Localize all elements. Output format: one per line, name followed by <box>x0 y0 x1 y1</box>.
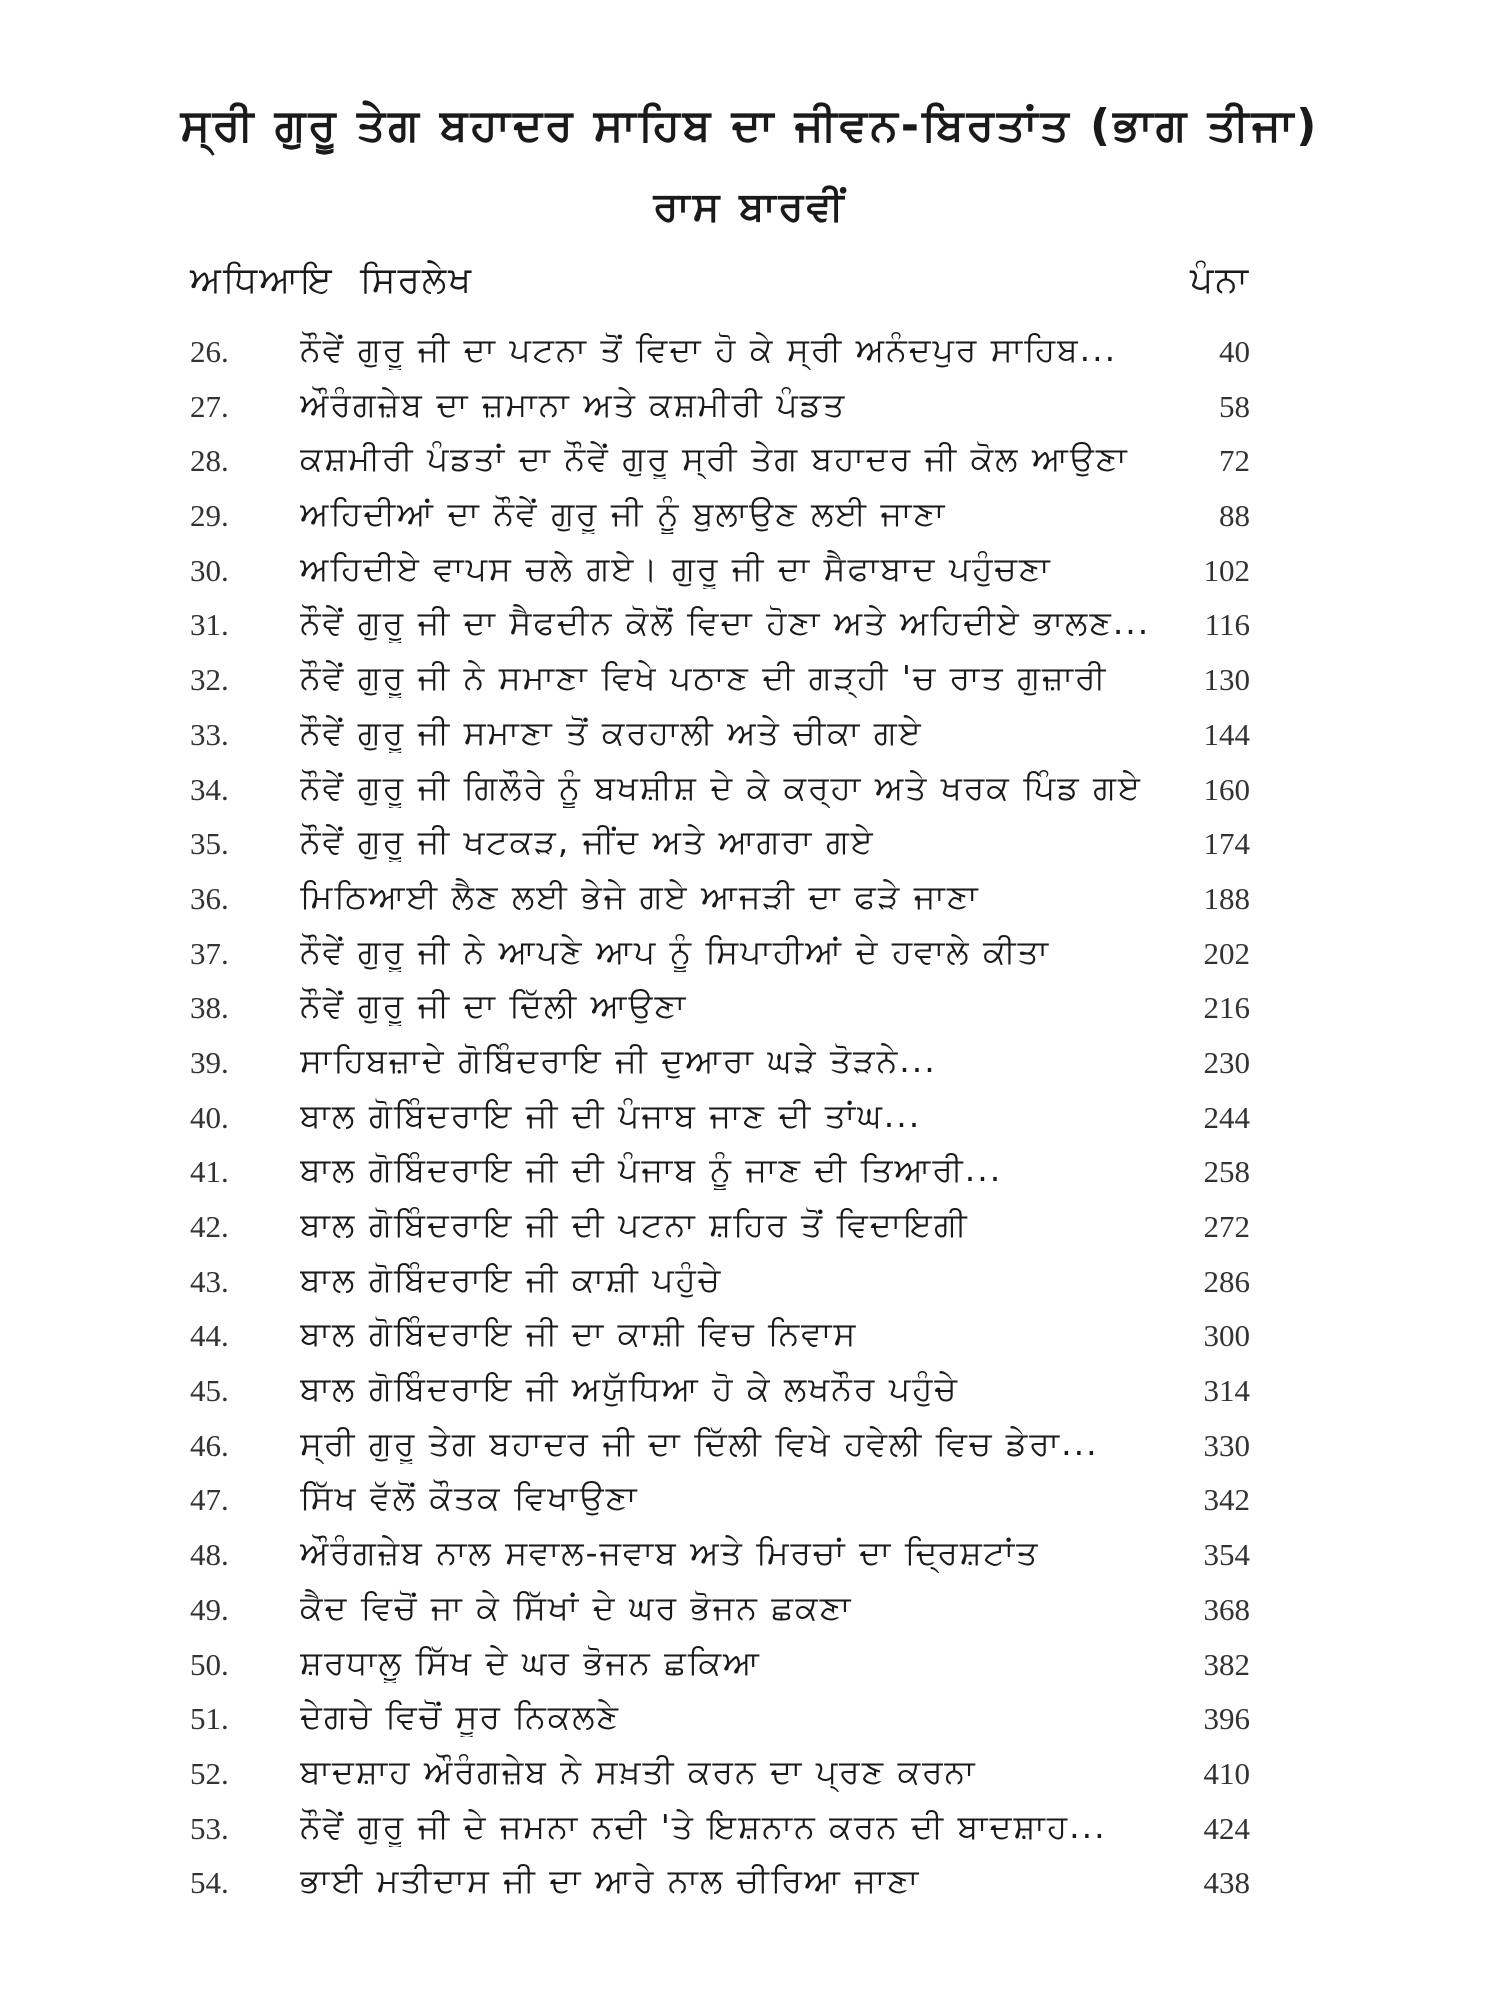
chapter-title: ਨੌਵੇਂ ਗੁਰੂ ਜੀ ਨੇ ਸਮਾਣਾ ਵਿਖੇ ਪਠਾਣ ਦੀ ਗੜ੍ਹੀ 'ਚ ਰਾਤ ਗੁਜ਼ਾਰੀ <box>300 658 1108 698</box>
column-header-chapter: ਅਧਿਆਇ <box>190 260 334 301</box>
chapter-title: ਸ਼ਰਧਾਲੂ ਸਿੱਖ ਦੇ ਘਰ ਭੋਜਨ ਛਕਿਆ <box>300 1642 761 1682</box>
page-number: 160 <box>1203 771 1250 807</box>
page-number: 354 <box>1203 1537 1250 1573</box>
chapter-title: ਬਾਦਸ਼ਾਹ ਔਰੰਗਜ਼ੇਬ ਨੇ ਸਖ਼ਤੀ ਕਰਨ ਦਾ ਪ੍ਰਣ ਕਰਨਾ <box>300 1751 977 1791</box>
page-number: 438 <box>1203 1865 1250 1901</box>
toc-row <box>0 1803 1500 1858</box>
toc-row <box>0 873 1500 928</box>
page-number: 382 <box>1203 1646 1250 1682</box>
chapter-title: ਬਾਲ ਗੋਬਿੰਦਰਾਇ ਜੀ ਦਾ ਕਾਸ਼ੀ ਵਿਚ ਨਿਵਾਸ <box>300 1314 858 1354</box>
chapter-title: ਕੈਦ ਵਿਚੋਂ ਜਾ ਕੇ ਸਿੱਖਾਂ ਦੇ ਘਰ ਭੋਜਨ ਛਕਣਾ <box>300 1587 853 1627</box>
column-header-title: ਸਿਰਲੇਖ <box>360 260 474 301</box>
chapter-number: 33. <box>190 716 229 752</box>
chapter-title: ਨੌਵੇਂ ਗੁਰੂ ਜੀ ਸਮਾਣਾ ਤੋਂ ਕਰਹਾਲੀ ਅਤੇ ਚੀਕਾ ਗਏ <box>300 712 923 752</box>
column-header-page: ਪੰਨਾ <box>1189 260 1250 301</box>
page-number: 216 <box>1203 990 1250 1026</box>
toc-row <box>0 381 1500 436</box>
toc-row <box>0 326 1500 381</box>
chapter-number: 52. <box>190 1755 229 1791</box>
chapter-number: 29. <box>190 498 229 534</box>
page-number: 396 <box>1203 1701 1250 1737</box>
page-number: 272 <box>1203 1209 1250 1244</box>
chapter-number: 41. <box>190 1154 229 1190</box>
toc-row <box>0 1639 1500 1694</box>
chapter-number: 39. <box>190 1044 229 1080</box>
table-of-contents <box>0 326 1500 1912</box>
toc-row <box>0 1857 1500 1912</box>
toc-row <box>0 1146 1500 1201</box>
page-number: 188 <box>1203 880 1250 916</box>
toc-row <box>0 818 1500 873</box>
page-number: 330 <box>1203 1427 1250 1463</box>
chapter-title: ਨੌਵੇਂ ਗੁਰੂ ਜੀ ਗਿਲੌਰੇ ਨੂੰ ਬਖਸ਼ੀਸ਼ ਦੇ ਕੇ ਕਰ੍ਹਾ ਅਤੇ ਖਰਕ ਪਿੰਡ ਗਏ <box>300 767 1142 807</box>
page-number: 410 <box>1203 1755 1250 1791</box>
chapter-number: 40. <box>190 1099 229 1135</box>
page-number: 40 <box>1219 334 1250 369</box>
chapter-number: 50. <box>190 1646 229 1682</box>
page-number: 342 <box>1203 1482 1250 1518</box>
chapter-title: ਨੌਵੇਂ ਗੁਰੂ ਜੀ ਖਟਕੜ, ਜੀਂਦ ਅਤੇ ਆਗਰਾ ਗਏ <box>300 822 875 862</box>
toc-row <box>0 1256 1500 1311</box>
chapter-number: 34. <box>190 771 229 807</box>
page-subtitle: ਰਾਸ ਬਾਰਵੀਂ <box>653 184 847 230</box>
chapter-title: ਨੌਵੇਂ ਗੁਰੂ ਜੀ ਦੇ ਜਮਨਾ ਨਦੀ 'ਤੇ ਇਸ਼ਨਾਨ ਕਰਨ ਦੀ ਬਾਦਸ਼ਾਹ... <box>300 1806 1107 1846</box>
chapter-title: ਅਹਿਦੀਆਂ ਦਾ ਨੌਵੇਂ ਗੁਰੂ ਜੀ ਨੂੰ ਬੁਲਾਉਣ ਲਈ ਜਾਣਾ <box>300 494 947 534</box>
chapter-number: 42. <box>190 1209 229 1244</box>
chapter-number: 48. <box>190 1537 229 1573</box>
chapter-title: ਬਾਲ ਗੋਬਿੰਦਰਾਇ ਜੀ ਦੀ ਪਟਨਾ ਸ਼ਹਿਰ ਤੋਂ ਵਿਦਾਇਗੀ <box>300 1205 969 1244</box>
chapter-title: ਸ੍ਰੀ ਗੁਰੂ ਤੇਗ ਬਹਾਦਰ ਜੀ ਦਾ ਦਿੱਲੀ ਵਿਖੇ ਹਵੇਲੀ ਵਿਚ ਡੇਰਾ... <box>300 1423 1099 1463</box>
chapter-title: ਅਹਿਦੀਏ ਵਾਪਸ ਚਲੇ ਗਏ। ਗੁਰੂ ਜੀ ਦਾ ਸੈਫਾਬਾਦ ਪਹੁੰਚਣਾ <box>300 548 1052 588</box>
chapter-number: 54. <box>190 1865 229 1901</box>
page-number: 102 <box>1203 552 1250 588</box>
toc-row <box>0 654 1500 709</box>
toc-row <box>0 435 1500 490</box>
toc-row <box>0 1201 1500 1256</box>
page-number: 174 <box>1203 826 1250 862</box>
page-number: 230 <box>1203 1044 1250 1080</box>
toc-row <box>0 1310 1500 1365</box>
chapter-number: 26. <box>190 334 229 369</box>
page-number: 144 <box>1203 716 1250 752</box>
page-number: 130 <box>1203 662 1250 698</box>
toc-row <box>0 490 1500 545</box>
toc-row <box>0 1420 1500 1475</box>
chapter-title: ਦੇਗਚੇ ਵਿਚੋਂ ਸੂਰ ਨਿਕਲਣੇ <box>300 1697 621 1737</box>
chapter-number: 46. <box>190 1427 229 1463</box>
chapter-number: 45. <box>190 1373 229 1409</box>
page-number: 258 <box>1203 1154 1250 1190</box>
toc-row <box>0 928 1500 983</box>
chapter-number: 28. <box>190 443 229 479</box>
chapter-title: ਨੌਵੇਂ ਗੁਰੂ ਜੀ ਦਾ ਸੈਫਦੀਨ ਕੋਲੋਂ ਵਿਦਾ ਹੋਣਾ ਅਤੇ ਅਹਿਦੀਏ ਭਾਲਣ... <box>300 603 1151 643</box>
chapter-number: 53. <box>190 1810 229 1846</box>
chapter-title: ਸਿੱਖ ਵੱਲੋਂ ਕੌਤਕ ਵਿਖਾਉਣਾ <box>300 1478 639 1518</box>
chapter-title: ਔਰੰਗਜ਼ੇਬ ਦਾ ਜ਼ਮਾਨਾ ਅਤੇ ਕਸ਼ਮੀਰੀ ਪੰਡਤ <box>300 384 847 424</box>
page-number: 244 <box>1203 1099 1250 1135</box>
page-number: 58 <box>1219 388 1250 424</box>
toc-row <box>0 1748 1500 1803</box>
chapter-title: ਬਾਲ ਗੋਬਿੰਦਰਾਇ ਜੀ ਕਾਸ਼ੀ ਪਹੁੰਚੇ <box>300 1259 723 1299</box>
chapter-title: ਔਰੰਗਜ਼ੇਬ ਨਾਲ ਸਵਾਲ-ਜਵਾਬ ਅਤੇ ਮਿਰਚਾਂ ਦਾ ਦ੍ਰਿਸ਼ਟਾਂਤ <box>300 1533 1040 1573</box>
chapter-number: 36. <box>190 880 229 916</box>
chapter-title: ਬਾਲ ਗੋਬਿੰਦਰਾਇ ਜੀ ਅਯੁੱਧਿਆ ਹੋ ਕੇ ਲਖਨੌਰ ਪਹੁੰਚੇ <box>300 1369 959 1409</box>
toc-row <box>0 545 1500 600</box>
page-number: 300 <box>1203 1318 1250 1354</box>
toc-row <box>0 1584 1500 1639</box>
chapter-number: 44. <box>190 1318 229 1354</box>
toc-row <box>0 764 1500 819</box>
page-number: 88 <box>1219 498 1250 534</box>
page-number: 424 <box>1203 1810 1250 1846</box>
page-number: 314 <box>1203 1373 1250 1409</box>
chapter-title: ਨੌਵੇਂ ਗੁਰੂ ਜੀ ਦਾ ਦਿੱਲੀ ਆਉਣਾ <box>300 986 688 1026</box>
chapter-number: 51. <box>190 1701 229 1737</box>
chapter-number: 27. <box>190 388 229 424</box>
toc-row <box>0 1037 1500 1092</box>
toc-row <box>0 599 1500 654</box>
chapter-title: ਸਾਹਿਬਜ਼ਾਦੇ ਗੋਬਿੰਦਰਾਇ ਜੀ ਦੁਆਰਾ ਘੜੇ ਤੋੜਨੇ... <box>300 1040 937 1080</box>
chapter-title: ਬਾਲ ਗੋਬਿੰਦਰਾਇ ਜੀ ਦੀ ਪੰਜਾਬ ਜਾਣ ਦੀ ਤਾਂਘ... <box>300 1095 922 1135</box>
chapter-number: 37. <box>190 935 229 971</box>
toc-row <box>0 1092 1500 1147</box>
toc-row <box>0 982 1500 1037</box>
toc-row <box>0 1474 1500 1529</box>
toc-row <box>0 1693 1500 1748</box>
chapter-title: ਨੌਵੇਂ ਗੁਰੂ ਜੀ ਦਾ ਪਟਨਾ ਤੋਂ ਵਿਦਾ ਹੋ ਕੇ ਸ੍ਰੀ ਅਨੰਦਪੁਰ ਸਾਹਿਬ... <box>300 330 1118 369</box>
chapter-title: ਬਾਲ ਗੋਬਿੰਦਰਾਇ ਜੀ ਦੀ ਪੰਜਾਬ ਨੂੰ ਜਾਣ ਦੀ ਤਿਆਰੀ... <box>300 1150 1003 1190</box>
page-number: 286 <box>1203 1263 1250 1299</box>
chapter-number: 32. <box>190 662 229 698</box>
page-number: 368 <box>1203 1591 1250 1627</box>
chapter-number: 47. <box>190 1482 229 1518</box>
chapter-title: ਭਾਈ ਮਤੀਦਾਸ ਜੀ ਦਾ ਆਰੇ ਨਾਲ ਚੀਰਿਆ ਜਾਣਾ <box>300 1861 921 1901</box>
chapter-number: 49. <box>190 1591 229 1627</box>
page-number: 202 <box>1203 935 1250 971</box>
chapter-title: ਮਿਠਿਆਈ ਲੈਣ ਲਈ ਭੇਜੇ ਗਏ ਆਜੜੀ ਦਾ ਫੜੇ ਜਾਣਾ <box>300 876 980 916</box>
toc-row <box>0 1365 1500 1420</box>
toc-row <box>0 1529 1500 1584</box>
page-title: ਸ੍ਰੀ ਗੁਰੂ ਤੇਗ ਬਹਾਦਰ ਸਾਹਿਬ ਦਾ ਜੀਵਨ-ਬਿਰਤਾਂਤ (ਭਾਗ ਤੀਜਾ) <box>180 100 1320 151</box>
page-number: 116 <box>1204 607 1250 643</box>
chapter-title: ਕਸ਼ਮੀਰੀ ਪੰਡਤਾਂ ਦਾ ਨੌਵੇਂ ਗੁਰੂ ਸ੍ਰੀ ਤੇਗ ਬਹਾਦਰ ਜੀ ਕੋਲ ਆਉਣਾ <box>300 439 1129 479</box>
toc-row <box>0 709 1500 764</box>
chapter-number: 38. <box>190 990 229 1026</box>
chapter-number: 35. <box>190 826 229 862</box>
page-number: 72 <box>1219 443 1250 479</box>
chapter-number: 31. <box>190 607 229 643</box>
chapter-number: 43. <box>190 1263 229 1299</box>
chapter-number: 30. <box>190 552 229 588</box>
chapter-title: ਨੌਵੇਂ ਗੁਰੂ ਜੀ ਨੇ ਆਪਣੇ ਆਪ ਨੂੰ ਸਿਪਾਹੀਆਂ ਦੇ ਹਵਾਲੇ ਕੀਤਾ <box>300 931 1051 971</box>
